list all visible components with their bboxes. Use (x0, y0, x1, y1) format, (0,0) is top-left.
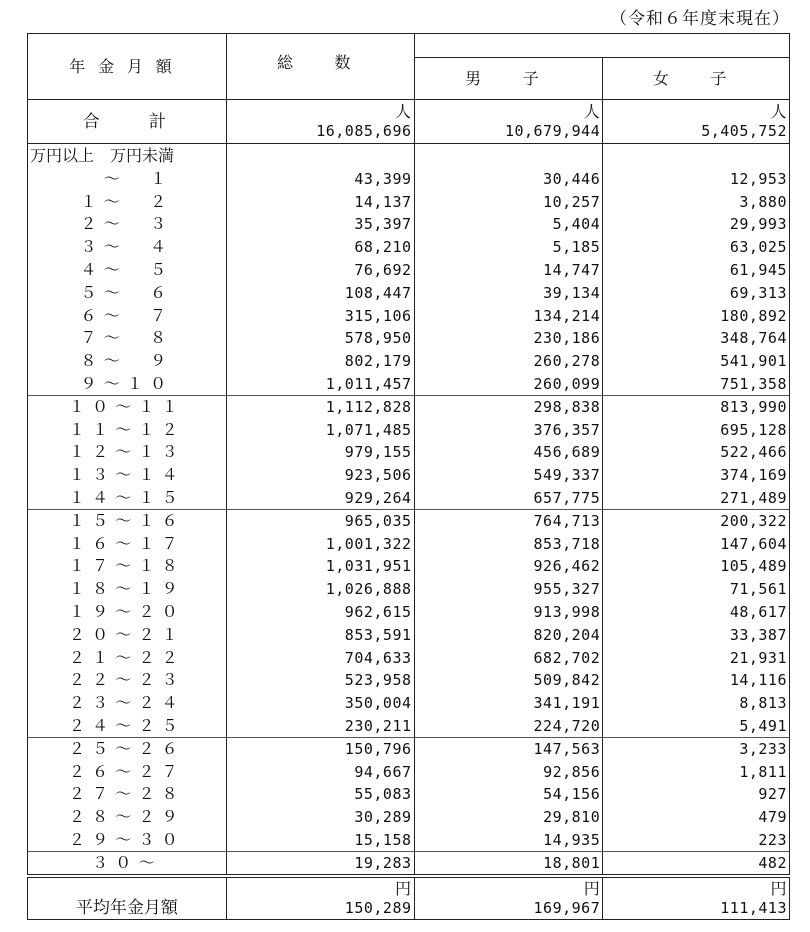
table-row (28, 806, 790, 829)
female-cell: 147,604 (603, 532, 790, 555)
range-cell: １２～１３ (28, 441, 227, 464)
table-row (28, 168, 790, 191)
range-cell: １３～１４ (28, 464, 227, 487)
table-row (28, 304, 790, 327)
average-male-cell (414, 876, 603, 920)
table-row (28, 327, 790, 350)
male-cell: 29,810 (414, 806, 603, 829)
unit-person: 人 (770, 101, 787, 121)
male-cell: 14,935 (414, 829, 603, 852)
total-cell: 1,011,457 (226, 373, 414, 396)
total-cell: 853,591 (226, 623, 414, 646)
female-cell: 69,313 (603, 281, 790, 304)
range-unit-header: 万円以上 万円未満 (28, 144, 227, 168)
female-cell: 21,931 (603, 646, 790, 669)
range-cell: １～ ２ (28, 190, 227, 213)
male-cell: 549,337 (414, 464, 603, 487)
table-row (28, 623, 790, 646)
average-all-cell (226, 876, 414, 920)
female-cell: 48,617 (603, 601, 790, 624)
total-all: 16,085,696 (316, 121, 412, 140)
total-cell: 1,031,951 (226, 555, 414, 578)
range-cell: ４～ ５ (28, 259, 227, 282)
male-cell: 682,702 (414, 646, 603, 669)
male-cell: 926,462 (414, 555, 603, 578)
table-row (28, 350, 790, 373)
average-male: 169,967 (533, 898, 601, 917)
range-cell: ２７～２８ (28, 783, 227, 806)
male-cell: 134,214 (414, 304, 603, 327)
range-cell: ２１～２２ (28, 646, 227, 669)
table-row (28, 715, 790, 738)
total-cell: 108,447 (226, 281, 414, 304)
total-cell: 315,106 (226, 304, 414, 327)
male-cell: 913,998 (414, 601, 603, 624)
range-cell: １４～１５ (28, 487, 227, 510)
female-cell: 751,358 (603, 373, 790, 396)
range-cell: ２０～２１ (28, 623, 227, 646)
female-cell: 813,990 (603, 395, 790, 418)
table-row (28, 737, 790, 760)
female-cell: 927 (603, 783, 790, 806)
female-cell: 479 (603, 806, 790, 829)
total-cell: 68,210 (226, 236, 414, 259)
total-cell: 979,155 (226, 441, 414, 464)
male-cell: 260,099 (414, 373, 603, 396)
female-cell: 374,169 (603, 464, 790, 487)
female-cell: 71,561 (603, 578, 790, 601)
header-male: 男 子 (414, 58, 603, 100)
unit-yen: 円 (395, 878, 412, 898)
unit-person: 人 (583, 101, 601, 121)
female-cell: 1,811 (603, 760, 790, 783)
male-cell: 260,278 (414, 350, 603, 373)
table-row (28, 259, 790, 282)
male-cell: 10,257 (414, 190, 603, 213)
female-cell: 522,466 (603, 441, 790, 464)
unit-person: 人 (395, 101, 412, 121)
male-cell: 147,563 (414, 737, 603, 760)
range-cell: ２～ ３ (28, 213, 227, 236)
header-gender-spacer (414, 34, 789, 58)
total-cell: 923,506 (226, 464, 414, 487)
female-cell: 5,491 (603, 715, 790, 738)
table-row (28, 487, 790, 510)
female-cell: 180,892 (603, 304, 790, 327)
total-cell: 43,399 (226, 168, 414, 191)
female-cell: 12,953 (603, 168, 790, 191)
female-cell: 14,116 (603, 669, 790, 692)
range-cell: ８～ ９ (28, 350, 227, 373)
average-female: 111,413 (720, 898, 787, 917)
male-cell: 14,747 (414, 259, 603, 282)
total-cell: 962,615 (226, 601, 414, 624)
total-male-cell (414, 100, 603, 144)
total-cell: 1,001,322 (226, 532, 414, 555)
range-cell: ２９～３０ (28, 829, 227, 852)
male-cell: 341,191 (414, 692, 603, 715)
female-cell: 63,025 (603, 236, 790, 259)
range-cell: ７～ ８ (28, 327, 227, 350)
table-row (28, 509, 790, 532)
total-cell: 1,071,485 (226, 418, 414, 441)
range-cell: ２８～２９ (28, 806, 227, 829)
male-cell: 92,856 (414, 760, 603, 783)
as-of-note: （令和６年度末現在） (610, 9, 790, 29)
female-cell: 271,489 (603, 487, 790, 510)
average-all: 150,289 (344, 898, 412, 917)
male-cell: 18,801 (414, 851, 603, 876)
female-cell: 348,764 (603, 327, 790, 350)
range-cell: １８～１９ (28, 578, 227, 601)
male-cell: 657,775 (414, 487, 603, 510)
total-cell: 523,958 (226, 669, 414, 692)
total-cell: 802,179 (226, 350, 414, 373)
table-row (28, 669, 790, 692)
range-cell: ２６～２７ (28, 760, 227, 783)
table-row (28, 532, 790, 555)
average-row (28, 876, 790, 920)
range-cell: １１～１２ (28, 418, 227, 441)
range-cell: ９～１０ (28, 373, 227, 396)
female-cell: 3,233 (603, 737, 790, 760)
total-cell: 929,264 (226, 487, 414, 510)
total-cell: 578,950 (226, 327, 414, 350)
header-female: 女 子 (603, 58, 790, 100)
table-row (28, 213, 790, 236)
total-female-cell (603, 100, 790, 144)
female-cell: 8,813 (603, 692, 790, 715)
total-cell: 76,692 (226, 259, 414, 282)
table-row (28, 281, 790, 304)
range-cell: ２５～２６ (28, 737, 227, 760)
female-cell: 33,387 (603, 623, 790, 646)
header-total: 総 数 (226, 34, 414, 100)
male-cell: 820,204 (414, 623, 603, 646)
table-row (28, 601, 790, 624)
male-cell: 230,186 (414, 327, 603, 350)
range-cell: ３０～ (28, 851, 227, 876)
female-cell: 61,945 (603, 259, 790, 282)
total-cell: 350,004 (226, 692, 414, 715)
male-cell: 298,838 (414, 395, 603, 418)
total-cell: 1,112,828 (226, 395, 414, 418)
male-cell: 5,185 (414, 236, 603, 259)
total-label: 合 計 (28, 100, 227, 144)
table-row (28, 692, 790, 715)
pension-amount-table (27, 33, 790, 920)
table-row (28, 760, 790, 783)
male-cell: 39,134 (414, 281, 603, 304)
total-male: 10,679,944 (504, 121, 601, 140)
female-cell: 105,489 (603, 555, 790, 578)
total-row (28, 100, 790, 144)
female-cell: 695,128 (603, 418, 790, 441)
female-cell: 223 (603, 829, 790, 852)
male-cell: 456,689 (414, 441, 603, 464)
range-cell: ２２～２３ (28, 669, 227, 692)
header-pension-amount: 年金月額 (28, 34, 227, 100)
table-row (28, 829, 790, 852)
range-cell: ３～ ４ (28, 236, 227, 259)
total-cell: 19,283 (226, 851, 414, 876)
male-cell: 955,327 (414, 578, 603, 601)
male-cell: 376,357 (414, 418, 603, 441)
female-cell: 541,901 (603, 350, 790, 373)
male-cell: 5,404 (414, 213, 603, 236)
table-row (28, 646, 790, 669)
range-cell: ５～ ６ (28, 281, 227, 304)
table-row (28, 555, 790, 578)
table-row (28, 236, 790, 259)
table-row (28, 190, 790, 213)
total-cell: 94,667 (226, 760, 414, 783)
table-row (28, 783, 790, 806)
male-cell: 30,446 (414, 168, 603, 191)
total-cell: 55,083 (226, 783, 414, 806)
total-cell: 15,158 (226, 829, 414, 852)
range-cell: ２４～２５ (28, 715, 227, 738)
table-row (28, 395, 790, 418)
female-cell: 29,993 (603, 213, 790, 236)
total-female: 5,405,752 (701, 121, 787, 140)
male-cell: 853,718 (414, 532, 603, 555)
female-cell: 482 (603, 851, 790, 876)
table-row (28, 373, 790, 396)
total-cell: 1,026,888 (226, 578, 414, 601)
table-row (28, 464, 790, 487)
total-cell: 30,289 (226, 806, 414, 829)
average-female-cell (603, 876, 790, 920)
unit-yen: 円 (770, 878, 787, 898)
range-cell: ６～ ７ (28, 304, 227, 327)
male-cell: 54,156 (414, 783, 603, 806)
total-cell: 35,397 (226, 213, 414, 236)
unit-yen: 円 (583, 878, 601, 898)
table-row (28, 441, 790, 464)
range-cell: ２３～２４ (28, 692, 227, 715)
total-cell: 965,035 (226, 509, 414, 532)
range-cell: １６～１７ (28, 532, 227, 555)
range-cell: ～ １ (28, 168, 227, 191)
male-cell: 509,842 (414, 669, 603, 692)
table-row (28, 418, 790, 441)
range-cell: １０～１１ (28, 395, 227, 418)
average-label: 平均年金月額 (28, 876, 227, 920)
table-row (28, 851, 790, 876)
range-cell: １５～１６ (28, 509, 227, 532)
range-cell: １９～２０ (28, 601, 227, 624)
male-cell: 224,720 (414, 715, 603, 738)
total-cell: 704,633 (226, 646, 414, 669)
female-cell: 3,880 (603, 190, 790, 213)
total-cell: 230,211 (226, 715, 414, 738)
total-cell: 150,796 (226, 737, 414, 760)
male-cell: 764,713 (414, 509, 603, 532)
range-cell: １７～１８ (28, 555, 227, 578)
total-all-cell (226, 100, 414, 144)
female-cell: 200,322 (603, 509, 790, 532)
table-row (28, 578, 790, 601)
total-cell: 14,137 (226, 190, 414, 213)
